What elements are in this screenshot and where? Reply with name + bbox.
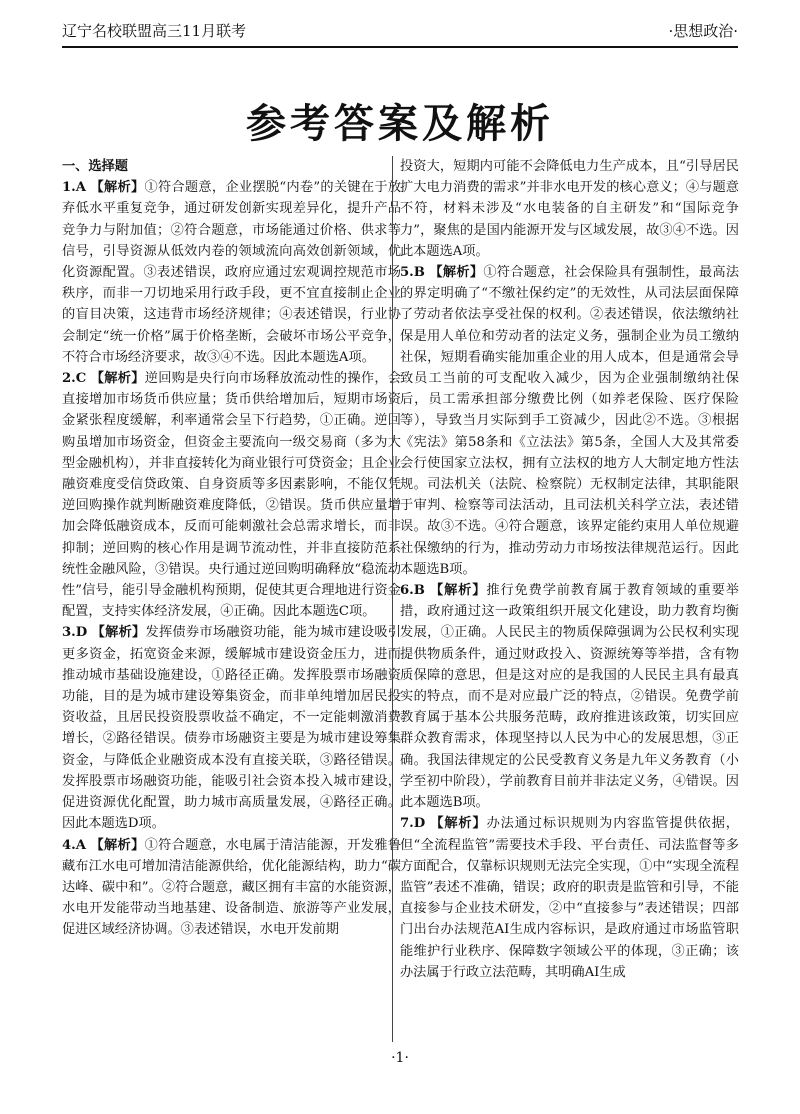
analysis-text: 发挥债券市场融资功能，能为城市建设吸引更多资金，拓宽资金来源，缓解城市建设资金压力，进而推动城市基础设施建设，①路径正确。发挥股票市场融资功能，目的是为城市建设筹集资金，而非单纯增加居民投资收益，且居民投资股票收益不确定，不一定能刺激消费增长，②路径错误。债券市场融资主要是为城市建设筹集资金，与降低企业融资成本没有直接关联，③路径错误。发挥股票市场融资功能，能吸引社会资本投入城市建设，促进资源优化配置，助力城市高质量发展，④路径正确。因此本题选D项。 bbox=[62, 625, 401, 832]
question-number: 3.D bbox=[62, 625, 88, 641]
subject-name: ·思想政治· bbox=[668, 22, 738, 40]
answer-item-6 bbox=[400, 580, 739, 813]
right-column bbox=[400, 156, 739, 1048]
analysis-tag: 【解析】 bbox=[90, 837, 145, 853]
analysis-tag: 【解析】 bbox=[430, 816, 487, 832]
header-rule bbox=[62, 46, 738, 48]
analysis-tag: 【解析】 bbox=[91, 625, 146, 641]
analysis-tag: 【解析】 bbox=[430, 583, 487, 599]
answer-item-2 bbox=[62, 368, 401, 622]
analysis-tag: 【解析】 bbox=[90, 371, 145, 387]
analysis-text: ①符合题意，企业摆脱“内卷”的关键在于放弃低水平重复竞争，通过研发创新实现差异化，提升产品竞争力与附加值；②符合题意，市场能通过价格、供求等信号，引导资源从低效内卷的领域流向高效创新领域，优化资源配置。③表述错误，政府应通过宏观调控规范市场秩序，而非一刀切地采用行政手段，更不宜直接制止企业的盲目决策，这违背市场经济规律；④表述错误，行业协会制定“统一价格”属于价格垄断，会破坏市场公平竞争，不符合市场经济要求，故③④不选。因此本题选A项。 bbox=[62, 180, 401, 365]
question-number: 4.A bbox=[62, 837, 86, 853]
question-number: 5.B bbox=[400, 265, 425, 281]
page-title: 参考答案及解析 bbox=[246, 101, 554, 147]
column-divider bbox=[392, 156, 393, 1042]
answer-item-5 bbox=[400, 262, 739, 580]
analysis-text: ①符合题意，社会保险具有强制性，最高法的界定明确了“不缴社保约定”的无效性，从司法层面保障了劳动者依法享受社保的权利。②表述错误，依法缴纳社保是用人单位和劳动者的法定义务，强制企业为员工缴纳社保，短期看确实能加重企业的用人成本，但是通常会导致员工当前的可支配收入减少，因为企业强制缴纳社保后，员工需承担部分缴费比例（如养老保险、医疗保险等），导致当月实际到手工资减少，因此②不选。③根据《宪法》第58条和《立法法》第5条，全国人大及其常委会行使国家立法权，拥有立法权的地方人大制定地方性法规。司法机关（法院、检察院）无权制定法律，其职能限于审判、检察等司法活动，且司法机关科学立法，表述错误。故③不选。④符合题意，该界定能约束用人单位规避社保缴纳的行为，推动劳动力市场按法律规范运行。因此本题选B项。 bbox=[400, 265, 739, 577]
question-number: 2.C bbox=[62, 371, 87, 387]
analysis-tag: 【解析】 bbox=[90, 180, 145, 196]
analysis-text: 逆回购是央行向市场释放流动性的操作，会直接增加市场货币供应量；货币供给增加后，短期市场资金紧张程度缓解，利率通常会呈下行趋势，①正确。逆回购虽增加市场资金，但资金主要流向一级交易商（多为大型金融机构），并非直接转化为商业银行可贷资金；且企业融资难度受信贷政策、自身资质等多因素影响，不能仅凭逆回购操作就判断融资难度降低，②错误。货币供应量增加会降低融资成本，反而可能刺激社会总需求增长，而非抑制；逆回购的核心作用是调节流动性，并非直接防范系统性金融风险，③错误。央行通过逆回购明确释放“稳流动性”信号，能引导金融机构预期，促使其更合理地进行资金配置，支持实体经济发展，④正确。因此本题选C项。 bbox=[62, 371, 401, 620]
section-title: 一、选择题 bbox=[62, 159, 128, 174]
answer-item-4 bbox=[62, 835, 401, 941]
analysis-tag: 【解析】 bbox=[429, 265, 484, 281]
analysis-text: ①符合题意，水电属于清洁能源，开发雅鲁藏布江水电可增加清洁能源供给，优化能源结构，助力“碳达峰、碳中和”。②符合题意，藏区拥有丰富的水能资源，水电开发能带动当地基建、设备制造、旅游等产业发展，促进区域经济协调。③表述错误，水电开发前期 bbox=[62, 837, 401, 938]
left-column bbox=[62, 156, 401, 1048]
answer-item-3 bbox=[62, 622, 401, 834]
exam-name: 辽宁名校联盟高三11月联考 bbox=[62, 22, 247, 40]
answer-item-7 bbox=[400, 813, 739, 983]
continued-text: 投资大，短期内可能不会降低电力生产成本，且“引导居民扩大电力消费的需求”并非水电开发的核心意义；④与题意不符，材料未涉及“水电装备的自主研发”和“国际竞争力”，聚焦的是国内能源开发与区域发展，故③④不选。因此本题选A项。 bbox=[400, 159, 739, 259]
page-header bbox=[62, 12, 738, 42]
analysis-text: 推行免费学前教育属于教育领域的重要举措，政府通过这一政策组织开展文化建设，助力教育均衡发展，①正确。人民民主的物质保障强调为公民权利实现提供物质条件，通过财政投入、资源统筹等举措，含有物质保障的意思，但是这对应的是我国的人民民主具有最真实的特点，而不是对应最广泛的特点，②错误。免费学前教育属于基本公共服务范畴，政府推进该政策，切实回应群众教育需求，体现坚持以人民为中心的发展思想，③正确。我国法律规定的公民受教育义务是九年义务教育（小学至初中阶段），学前教育目前并非法定义务，④错误。因此本题选B项。 bbox=[400, 583, 739, 811]
question-number: 1.A bbox=[62, 180, 86, 196]
analysis-text: 办法通过标识规则为内容监管提供依据，但“全流程监管”需要技术手段、平台责任、司法监督等多方面配合，仅靠标识规则无法完全实现，①中“实现全流程监管”表述不准确，错误；政府的职责是监管和引导，不能直接参与企业技术研发，②中“直接参与”表述错误；四部门出台办法规范AI生成内容标识，是政府通过市场监管职能维护行业秩序、保障数字领域公平的体现，③正确；该办法属于行政立法范畴，其明确AI生成 bbox=[400, 816, 739, 980]
answer-item-1 bbox=[62, 177, 401, 368]
page-number: ·1· bbox=[391, 1050, 409, 1066]
question-number: 7.D bbox=[400, 816, 426, 832]
question-number: 6.B bbox=[400, 583, 425, 599]
